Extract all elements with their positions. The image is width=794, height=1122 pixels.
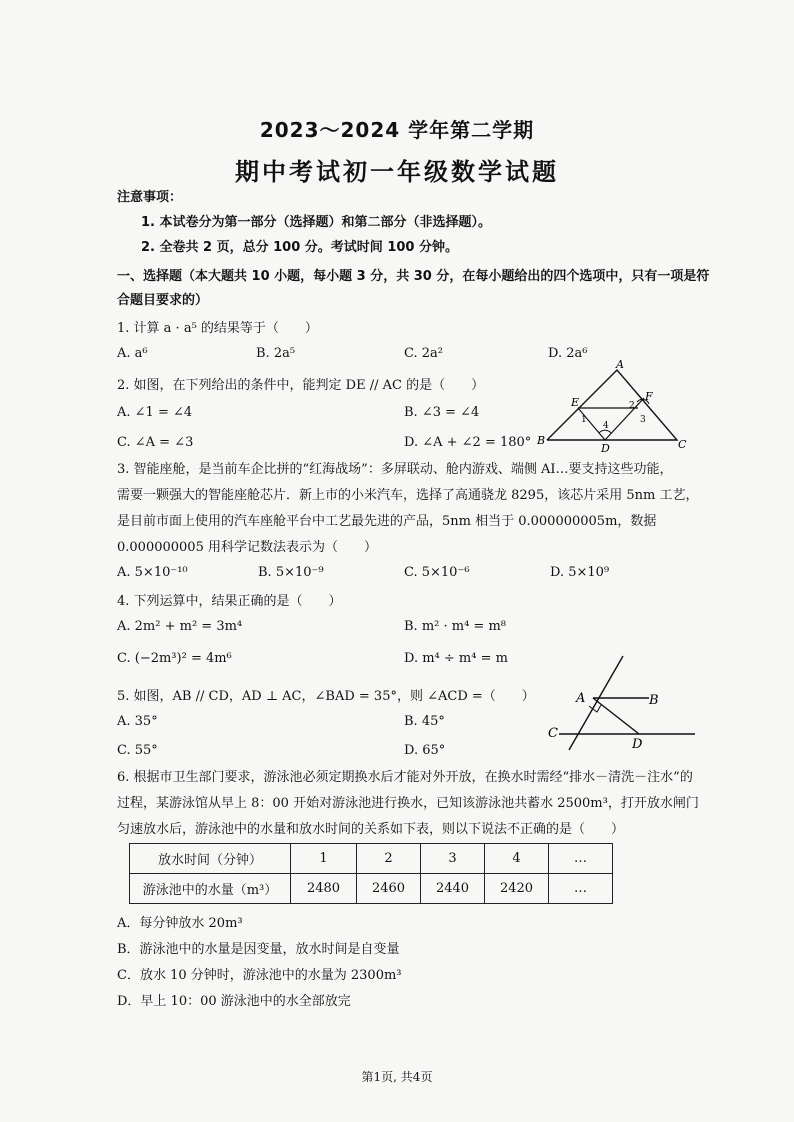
q3-option-d: D. 5×10⁹ <box>550 565 610 580</box>
exam-term: 2023～2024 学年第二学期 <box>259 118 535 142</box>
table-cell: 2480 <box>291 874 357 904</box>
q2-angle-4: 4 <box>603 421 609 431</box>
q2-option-c: C. ∠A = ∠3 <box>117 435 194 450</box>
table-header-volume: 游泳池中的水量（m³） <box>130 874 291 904</box>
q4-option-b: B. m² · m⁴ = m⁸ <box>404 619 506 634</box>
q2-angle-2: 2 <box>629 401 635 411</box>
q6-line-2: 过程，某游泳馆从早上 8：00 开始对游泳池进行换水，已知该游泳池共蓄水 2500m³，打开放水闸门 <box>117 796 699 811</box>
q4-stem: 4. 下列运算中，结果正确的是（ ） <box>117 594 342 609</box>
table-cell: 2 <box>357 844 421 874</box>
q3-line-3: 是目前市面上使用的汽车座舱平台中工艺最先进的产品，5nm 相当于 0.000000005m，数据 <box>117 514 657 529</box>
q3-option-c: C. 5×10⁻⁶ <box>404 565 470 580</box>
q2-label-e: E <box>571 396 580 409</box>
table-cell: 4 <box>485 844 549 874</box>
q5-option-c: C. 55° <box>117 743 158 758</box>
table-cell: … <box>549 874 613 904</box>
q3-line-4: 0.000000005 用科学记数法表示为（ ） <box>117 540 377 555</box>
q6-option-c: C．放水 10 分钟时，游泳池中的水量为 2300m³ <box>117 968 402 983</box>
notice-item-2: 2. 全卷共 2 页，总分 100 分。考试时间 100 分钟。 <box>141 240 458 255</box>
q6-line-1: 6. 根据市卫生部门要求，游泳池必须定期换水后才能对外开放，在换水时需经“排水－清洗－注水”的 <box>117 770 693 785</box>
exam-title: 期中考试初一年级数学试题 <box>235 158 559 186</box>
q2-option-a: A. ∠1 = ∠4 <box>117 405 193 420</box>
q6-data-table <box>129 843 613 904</box>
q2-angle-3: 3 <box>640 415 646 425</box>
q5-label-b: B <box>649 693 659 708</box>
q2-option-b: B. ∠3 = ∠4 <box>404 405 480 420</box>
q6-option-b: B．游泳池中的水量是因变量，放水时间是自变量 <box>117 942 400 957</box>
q5-label-a: A <box>576 691 586 706</box>
notice-item-1: 1. 本试卷分为第一部分（选择题）和第二部分（非选择题）。 <box>141 215 492 230</box>
q1-option-c: C. 2a² <box>404 346 443 361</box>
table-cell: … <box>549 844 613 874</box>
q2-option-d: D. ∠A + ∠2 = 180° <box>404 435 532 450</box>
table-cell: 1 <box>291 844 357 874</box>
table-row <box>130 844 613 874</box>
q2-label-c: C <box>678 438 687 451</box>
table-row <box>130 874 613 904</box>
table-header-time: 放水时间（分钟） <box>130 844 291 874</box>
table-cell: 2440 <box>421 874 485 904</box>
q5-option-b: B. 45° <box>404 714 445 729</box>
q1-option-d: D. 2a⁶ <box>548 346 588 361</box>
table-cell: 2460 <box>357 874 421 904</box>
q2-stem: 2. 如图，在下列给出的条件中，能判定 DE // AC 的是（ ） <box>117 378 485 393</box>
q3-line-2: 需要一颗强大的智能座舱芯片．新上市的小米汽车，选择了高通骁龙 8295，该芯片采用 5nm 工艺， <box>117 488 699 503</box>
q5-label-d: D <box>632 737 643 752</box>
q2-label-b: B <box>537 434 546 447</box>
q6-option-d: D．早上 10：00 游泳池中的水全部放完 <box>117 994 351 1009</box>
q4-option-c: C. (−2m³)² = 4m⁶ <box>117 651 232 666</box>
q3-option-b: B. 5×10⁻⁹ <box>258 565 324 580</box>
q6-line-3: 匀速放水后，游泳池中的水量和放水时间的关系如下表，则以下说法不正确的是（ ） <box>117 822 625 837</box>
q3-option-a: A. 5×10⁻¹⁰ <box>117 565 188 580</box>
table-cell: 2420 <box>485 874 549 904</box>
q5-parallel-lines-figure <box>545 650 700 755</box>
table-cell: 3 <box>421 844 485 874</box>
q5-label-c: C <box>548 726 558 741</box>
notice-heading: 注意事项： <box>117 190 183 205</box>
q4-option-d: D. m⁴ ÷ m⁴ = m <box>404 651 508 666</box>
section1-heading-cont: 合题目要求的） <box>117 293 209 308</box>
q5-option-a: A. 35° <box>117 714 158 729</box>
q2-label-d: D <box>601 442 610 453</box>
section1-heading: 一、选择题（本大题共 10 小题，每小题 3 分，共 30 分，在每小题给出的四个选项中，只有一项是符 <box>117 269 710 284</box>
q4-option-a: A. 2m² + m² = 3m⁴ <box>117 619 243 634</box>
q1-stem: 1. 计算 a · a⁵ 的结果等于（ ） <box>117 321 318 336</box>
q3-line-1: 3. 智能座舱，是当前车企比拼的“红海战场”：多屏联动、舱内游戏、端侧 AI…要支持这些功能， <box>117 462 673 477</box>
q1-option-b: B. 2a⁵ <box>256 346 296 361</box>
q2-label-a: A <box>616 358 624 371</box>
q5-stem: 5. 如图，AB // CD，AD ⊥ AC，∠BAD = 35°，则 ∠ACD =（ ） <box>117 689 535 704</box>
q2-angle-1: 1 <box>581 415 587 425</box>
q2-triangle-figure <box>535 358 695 453</box>
q6-option-a: A．每分钟放水 20m³ <box>117 916 243 931</box>
q2-label-f: F <box>645 390 653 403</box>
q5-option-d: D. 65° <box>404 743 446 758</box>
page-footer: 第1页, 共4页 <box>361 1070 433 1084</box>
q1-option-a: A. a⁶ <box>117 346 148 361</box>
